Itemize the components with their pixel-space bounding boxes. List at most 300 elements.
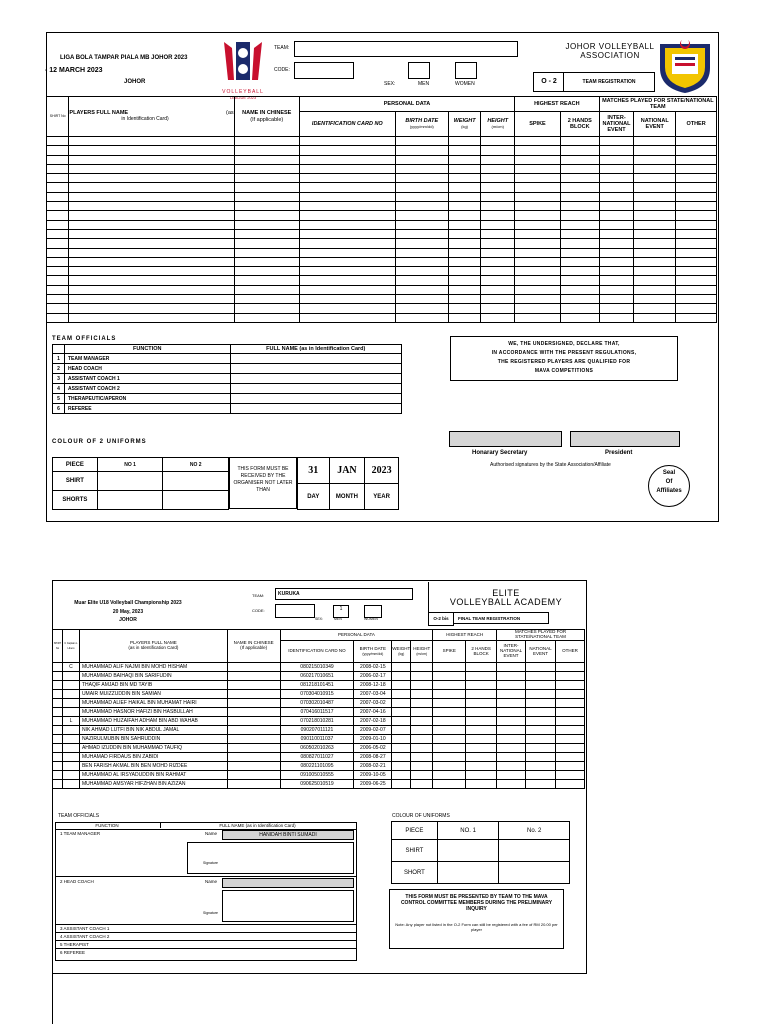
official-name-cell[interactable] [230,384,401,394]
table-cell[interactable] [299,220,395,229]
table-cell[interactable] [481,257,515,266]
player-other[interactable] [555,735,584,744]
table-cell[interactable] [634,211,676,220]
player-weight[interactable] [392,726,411,735]
player-shirt-cell[interactable] [53,744,63,753]
table-cell[interactable] [676,257,717,266]
player-weight[interactable] [392,780,411,789]
table-cell[interactable] [47,202,69,211]
table-cell[interactable] [69,285,234,294]
table-cell[interactable] [560,239,599,248]
table-cell[interactable] [395,183,448,192]
table-cell[interactable] [515,267,561,276]
player-national[interactable] [526,699,556,708]
player-height[interactable] [411,762,433,771]
table-cell[interactable] [69,137,234,146]
table-cell[interactable] [395,239,448,248]
player-chinese-name[interactable] [227,744,280,753]
player-shirt-cell[interactable] [53,726,63,735]
player-block[interactable] [466,690,497,699]
table-cell[interactable] [560,248,599,257]
table-cell[interactable] [299,174,395,183]
table-cell[interactable] [481,304,515,313]
table-cell[interactable] [560,276,599,285]
table-cell[interactable] [560,295,599,304]
player-height[interactable] [411,753,433,762]
table-cell[interactable] [69,276,234,285]
player-shirt-cell[interactable] [53,780,63,789]
official-name-cell[interactable] [230,354,401,364]
player-shirt-cell[interactable] [53,672,63,681]
player-other[interactable] [555,780,584,789]
player-block[interactable] [466,708,497,717]
player-weight[interactable] [392,699,411,708]
table-cell[interactable] [395,146,448,155]
player-other[interactable] [555,753,584,762]
table-cell[interactable] [299,192,395,201]
player-shirt-cell[interactable] [53,753,63,762]
table-cell[interactable] [448,137,481,146]
table-cell[interactable] [560,137,599,146]
table-cell[interactable] [448,295,481,304]
player-intl[interactable] [497,672,526,681]
table-cell[interactable] [47,248,69,257]
player-other[interactable] [555,744,584,753]
player-chinese-name[interactable] [227,708,280,717]
table-cell[interactable] [481,146,515,155]
code-input[interactable] [294,62,354,79]
form2-men-checkbox[interactable]: 1 [333,605,349,618]
table-cell[interactable] [676,155,717,164]
table-cell[interactable] [634,239,676,248]
table-cell[interactable] [448,248,481,257]
table-cell[interactable] [599,304,634,313]
table-cell[interactable] [676,295,717,304]
player-weight[interactable] [392,771,411,780]
table-cell[interactable] [69,202,234,211]
table-cell[interactable] [448,211,481,220]
table-cell[interactable] [676,164,717,173]
player-block[interactable] [466,753,497,762]
player-spike[interactable] [433,780,466,789]
table-cell[interactable] [69,192,234,201]
player-weight[interactable] [392,753,411,762]
secretary-signature-field[interactable] [449,431,562,447]
player-block[interactable] [466,771,497,780]
table-cell[interactable] [560,183,599,192]
player-national[interactable] [526,780,556,789]
table-cell[interactable] [299,229,395,238]
table-cell[interactable] [47,267,69,276]
table-cell[interactable] [299,257,395,266]
table-cell[interactable] [69,229,234,238]
player-spike[interactable] [433,762,466,771]
player-chinese-name[interactable] [227,753,280,762]
player-national[interactable] [526,681,556,690]
table-cell[interactable] [448,285,481,294]
table-cell[interactable] [634,267,676,276]
player-national[interactable] [526,771,556,780]
table-cell[interactable] [395,174,448,183]
table-cell[interactable] [234,285,299,294]
table-cell[interactable] [299,248,395,257]
table-cell[interactable] [395,211,448,220]
table-cell[interactable] [634,164,676,173]
table-cell[interactable] [515,239,561,248]
table-cell[interactable] [676,267,717,276]
table-cell[interactable] [47,304,69,313]
player-other[interactable] [555,699,584,708]
table-cell[interactable] [560,192,599,201]
player-chinese-name[interactable] [227,780,280,789]
player-chinese-name[interactable] [227,771,280,780]
table-cell[interactable] [234,257,299,266]
table-cell[interactable] [599,146,634,155]
player-height[interactable] [411,771,433,780]
f2-headcoach-signature-field[interactable] [222,890,354,922]
table-cell[interactable] [234,276,299,285]
player-shirt-cell[interactable] [53,663,63,672]
player-other[interactable] [555,762,584,771]
president-signature-field[interactable] [570,431,680,447]
player-other[interactable] [555,672,584,681]
player-chinese-name[interactable] [227,735,280,744]
table-cell[interactable] [481,174,515,183]
table-cell[interactable] [634,137,676,146]
table-cell[interactable] [634,155,676,164]
table-cell[interactable] [634,304,676,313]
table-cell[interactable] [69,146,234,155]
table-cell[interactable] [676,183,717,192]
table-cell[interactable] [69,313,234,322]
table-cell[interactable] [634,285,676,294]
table-cell[interactable] [481,267,515,276]
table-cell[interactable] [47,137,69,146]
table-cell[interactable] [395,257,448,266]
table-cell[interactable] [481,155,515,164]
player-height[interactable] [411,672,433,681]
table-cell[interactable] [515,137,561,146]
table-cell[interactable] [234,192,299,201]
table-cell[interactable] [299,164,395,173]
table-cell[interactable] [395,276,448,285]
table-cell[interactable] [515,229,561,238]
player-national[interactable] [526,663,556,672]
player-chinese-name[interactable] [227,690,280,699]
men-checkbox[interactable] [408,62,430,79]
table-cell[interactable] [69,155,234,164]
table-cell[interactable] [448,192,481,201]
table-cell[interactable] [481,276,515,285]
table-cell[interactable] [481,220,515,229]
table-cell[interactable] [481,313,515,322]
player-other[interactable] [555,771,584,780]
player-height[interactable] [411,780,433,789]
player-national[interactable] [526,762,556,771]
player-block[interactable] [466,780,497,789]
table-cell[interactable] [599,248,634,257]
table-cell[interactable] [47,229,69,238]
table-cell[interactable] [560,285,599,294]
player-height[interactable] [411,699,433,708]
table-cell[interactable] [234,313,299,322]
table-cell[interactable] [448,313,481,322]
table-cell[interactable] [47,220,69,229]
table-cell[interactable] [47,313,69,322]
player-shirt-cell[interactable] [53,708,63,717]
player-spike[interactable] [433,726,466,735]
table-cell[interactable] [395,295,448,304]
player-national[interactable] [526,735,556,744]
table-cell[interactable] [299,155,395,164]
player-chinese-name[interactable] [227,663,280,672]
table-cell[interactable] [395,192,448,201]
table-cell[interactable] [47,239,69,248]
table-cell[interactable] [234,146,299,155]
table-cell[interactable] [299,295,395,304]
player-block[interactable] [466,762,497,771]
player-spike[interactable] [433,771,466,780]
table-cell[interactable] [395,137,448,146]
table-cell[interactable] [395,285,448,294]
player-weight[interactable] [392,663,411,672]
player-block[interactable] [466,735,497,744]
player-weight[interactable] [392,762,411,771]
table-cell[interactable] [515,146,561,155]
table-cell[interactable] [515,285,561,294]
player-national[interactable] [526,690,556,699]
table-cell[interactable] [234,267,299,276]
f2-manager-name-field[interactable]: HANIDAH BINTI SUMADI [222,830,354,840]
shorts-no2-cell[interactable] [163,491,229,510]
table-cell[interactable] [560,164,599,173]
player-spike[interactable] [433,699,466,708]
table-cell[interactable] [47,164,69,173]
table-cell[interactable] [299,285,395,294]
table-cell[interactable] [481,248,515,257]
player-block[interactable] [466,672,497,681]
table-cell[interactable] [676,276,717,285]
player-height[interactable] [411,735,433,744]
official-name-cell[interactable] [230,394,401,404]
player-intl[interactable] [497,663,526,672]
table-cell[interactable] [47,295,69,304]
table-cell[interactable] [599,164,634,173]
table-cell[interactable] [599,229,634,238]
table-cell[interactable] [448,202,481,211]
player-spike[interactable] [433,672,466,681]
table-cell[interactable] [481,295,515,304]
table-cell[interactable] [599,155,634,164]
player-intl[interactable] [497,690,526,699]
table-cell[interactable] [448,257,481,266]
table-cell[interactable] [634,248,676,257]
table-cell[interactable] [634,183,676,192]
table-cell[interactable] [234,174,299,183]
table-cell[interactable] [69,211,234,220]
player-weight[interactable] [392,717,411,726]
player-shirt-cell[interactable] [53,771,63,780]
player-other[interactable] [555,663,584,672]
player-intl[interactable] [497,735,526,744]
table-cell[interactable] [69,164,234,173]
table-cell[interactable] [515,183,561,192]
table-cell[interactable] [395,202,448,211]
table-cell[interactable] [599,174,634,183]
table-cell[interactable] [395,248,448,257]
table-cell[interactable] [676,220,717,229]
table-cell[interactable] [515,304,561,313]
table-cell[interactable] [560,267,599,276]
table-cell[interactable] [560,174,599,183]
table-cell[interactable] [234,248,299,257]
shirt-no1-cell[interactable] [97,472,163,491]
table-cell[interactable] [395,304,448,313]
table-cell[interactable] [481,285,515,294]
table-cell[interactable] [234,295,299,304]
player-national[interactable] [526,717,556,726]
player-other[interactable] [555,690,584,699]
table-cell[interactable] [676,239,717,248]
player-spike[interactable] [433,708,466,717]
table-cell[interactable] [634,220,676,229]
table-cell[interactable] [299,267,395,276]
table-cell[interactable] [676,202,717,211]
player-block[interactable] [466,681,497,690]
table-cell[interactable] [515,295,561,304]
table-cell[interactable] [299,146,395,155]
table-cell[interactable] [234,220,299,229]
player-intl[interactable] [497,753,526,762]
table-cell[interactable] [515,248,561,257]
player-spike[interactable] [433,735,466,744]
table-cell[interactable] [599,192,634,201]
player-intl[interactable] [497,726,526,735]
table-cell[interactable] [234,211,299,220]
table-cell[interactable] [560,211,599,220]
player-height[interactable] [411,681,433,690]
table-cell[interactable] [47,257,69,266]
player-shirt-cell[interactable] [53,735,63,744]
player-other[interactable] [555,681,584,690]
table-cell[interactable] [515,164,561,173]
table-cell[interactable] [560,146,599,155]
table-cell[interactable] [599,276,634,285]
table-cell[interactable] [234,202,299,211]
f2-shirt-no1-cell[interactable] [437,840,499,862]
table-cell[interactable] [634,202,676,211]
table-cell[interactable] [634,313,676,322]
player-intl[interactable] [497,699,526,708]
table-cell[interactable] [234,155,299,164]
player-intl[interactable] [497,708,526,717]
official-name-cell[interactable] [230,404,401,414]
table-cell[interactable] [481,202,515,211]
f2-headcoach-name-field[interactable] [222,878,354,888]
table-cell[interactable] [481,229,515,238]
player-shirt-cell[interactable] [53,717,63,726]
player-height[interactable] [411,708,433,717]
table-cell[interactable] [448,164,481,173]
player-spike[interactable] [433,681,466,690]
table-cell[interactable] [234,229,299,238]
table-cell[interactable] [395,313,448,322]
player-national[interactable] [526,744,556,753]
player-other[interactable] [555,708,584,717]
table-cell[interactable] [560,313,599,322]
player-chinese-name[interactable] [227,762,280,771]
player-weight[interactable] [392,690,411,699]
table-cell[interactable] [634,276,676,285]
player-other[interactable] [555,726,584,735]
player-intl[interactable] [497,780,526,789]
women-checkbox[interactable] [455,62,477,79]
player-weight[interactable] [392,681,411,690]
table-cell[interactable] [47,285,69,294]
player-national[interactable] [526,753,556,762]
table-cell[interactable] [676,304,717,313]
table-cell[interactable] [448,267,481,276]
shorts-no1-cell[interactable] [97,491,163,510]
table-cell[interactable] [481,192,515,201]
table-cell[interactable] [515,276,561,285]
player-block[interactable] [466,699,497,708]
player-height[interactable] [411,744,433,753]
table-cell[interactable] [448,155,481,164]
table-cell[interactable] [599,202,634,211]
table-cell[interactable] [599,183,634,192]
table-cell[interactable] [448,229,481,238]
player-chinese-name[interactable] [227,726,280,735]
table-cell[interactable] [676,137,717,146]
player-spike[interactable] [433,753,466,762]
table-cell[interactable] [599,220,634,229]
table-cell[interactable] [47,276,69,285]
table-cell[interactable] [560,220,599,229]
table-cell[interactable] [676,174,717,183]
player-shirt-cell[interactable] [53,699,63,708]
table-cell[interactable] [515,192,561,201]
player-spike[interactable] [433,663,466,672]
table-cell[interactable] [47,174,69,183]
player-intl[interactable] [497,717,526,726]
player-block[interactable] [466,717,497,726]
table-cell[interactable] [47,192,69,201]
player-national[interactable] [526,726,556,735]
table-cell[interactable] [69,174,234,183]
player-intl[interactable] [497,744,526,753]
table-cell[interactable] [634,295,676,304]
player-block[interactable] [466,726,497,735]
table-cell[interactable] [634,192,676,201]
official-name-cell[interactable] [230,364,401,374]
player-spike[interactable] [433,690,466,699]
table-cell[interactable] [448,304,481,313]
table-cell[interactable] [69,257,234,266]
player-national[interactable] [526,672,556,681]
table-cell[interactable] [448,276,481,285]
table-cell[interactable] [234,304,299,313]
player-weight[interactable] [392,744,411,753]
table-cell[interactable] [69,304,234,313]
table-cell[interactable] [448,146,481,155]
table-cell[interactable] [599,285,634,294]
table-cell[interactable] [69,220,234,229]
table-cell[interactable] [560,229,599,238]
f2-shirt-no2-cell[interactable] [499,840,570,862]
table-cell[interactable] [515,220,561,229]
table-cell[interactable] [448,239,481,248]
